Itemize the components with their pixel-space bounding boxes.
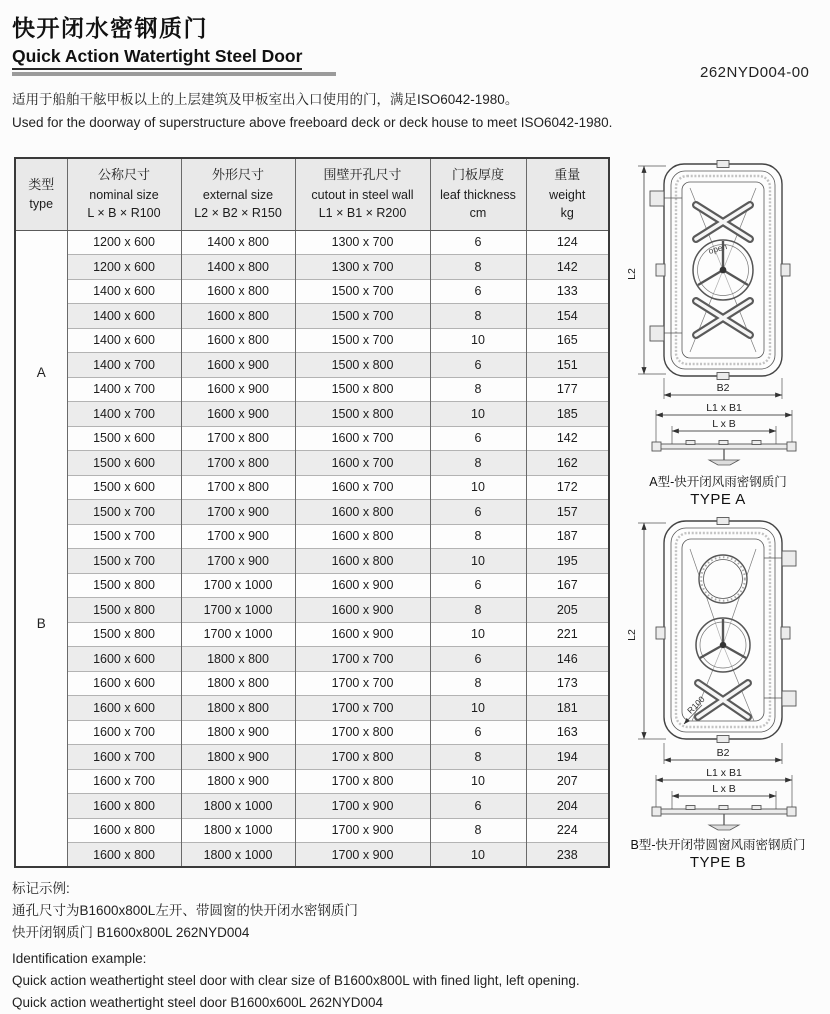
- open-label: open: [706, 241, 728, 256]
- table-row: [15, 671, 609, 696]
- table-row: [15, 573, 609, 598]
- table-cell: 6: [430, 279, 526, 304]
- table-cell: 1200 x 600: [67, 230, 181, 255]
- table-cell: 8: [430, 304, 526, 329]
- table-cell: 1700 x 800: [181, 426, 295, 451]
- table-row: [15, 647, 609, 672]
- table-cell: 151: [526, 353, 609, 378]
- table-row: [15, 353, 609, 378]
- table-row: [15, 451, 609, 476]
- table-cell: 8: [430, 818, 526, 843]
- table-cell: 1700 x 800: [295, 769, 430, 794]
- spec-table-body: [15, 230, 609, 867]
- dim-l1b1-label-b: L1 x B1: [705, 767, 742, 779]
- col-type-zh: 类型: [28, 176, 55, 192]
- table-cell: 1500 x 700: [295, 279, 430, 304]
- table-cell: 1600 x 900: [181, 377, 295, 402]
- dim-l1b1-label-a: L1 x B1: [705, 402, 742, 414]
- table-cell: 1500 x 600: [67, 451, 181, 476]
- footer-label-en: Identification example:: [12, 951, 147, 966]
- table-cell: 1600 x 700: [67, 769, 181, 794]
- table-cell: 1700 x 900: [295, 818, 430, 843]
- table-cell: 1700 x 800: [181, 475, 295, 500]
- table-row: [15, 230, 609, 255]
- col-nominal-en: nominal size: [89, 187, 159, 202]
- table-cell: 1500 x 700: [67, 500, 181, 525]
- table-cell: 1600 x 800: [67, 818, 181, 843]
- col-external-zh: 外形尺寸: [211, 167, 264, 183]
- table-cell: 1600 x 800: [295, 524, 430, 549]
- table-cell: 181: [526, 696, 609, 721]
- page-title-en: Quick Action Watertight Steel Door: [12, 46, 302, 70]
- table-row: [15, 475, 609, 500]
- table-cell: 1600 x 600: [67, 696, 181, 721]
- table-cell: 172: [526, 475, 609, 500]
- table-row: [15, 255, 609, 280]
- table-cell: 165: [526, 328, 609, 353]
- table-cell: 204: [526, 794, 609, 819]
- table-cell: 1500 x 800: [295, 402, 430, 427]
- table-cell: 1700 x 800: [181, 451, 295, 476]
- type-a-caption-zh: A型-快开闭风雨密钢质门: [649, 475, 787, 489]
- table-cell: 142: [526, 426, 609, 451]
- table-cell: 1500 x 700: [67, 524, 181, 549]
- table-cell: 1400 x 700: [67, 353, 181, 378]
- table-cell: 1600 x 900: [181, 353, 295, 378]
- col-thickness-sub: cm: [469, 206, 487, 221]
- table-cell: 1600 x 600: [67, 671, 181, 696]
- table-cell: 1600 x 700: [295, 475, 430, 500]
- table-row: [15, 720, 609, 745]
- table-cell: 173: [526, 671, 609, 696]
- col-type-en: type: [29, 196, 54, 211]
- table-cell: 8: [430, 524, 526, 549]
- table-cell: 1500 x 800: [67, 573, 181, 598]
- footer-label-zh: 标记示例:: [12, 881, 70, 896]
- table-cell: 1700 x 900: [295, 794, 430, 819]
- table-cell: 1600 x 600: [67, 647, 181, 672]
- table-cell: 1600 x 900: [295, 573, 430, 598]
- table-cell: 1600 x 900: [295, 598, 430, 623]
- table-cell: 10: [430, 402, 526, 427]
- footer-line1-zh: 通孔尺寸为B1600x800L左开、带圆窗的快开闭水密钢质门: [12, 903, 358, 918]
- table-row: [15, 696, 609, 721]
- col-cutout-sub: L1 × B1 × R200: [318, 206, 407, 221]
- table-cell: 221: [526, 622, 609, 647]
- col-external-en: external size: [202, 187, 274, 202]
- table-cell: 1700 x 700: [295, 647, 430, 672]
- table-cell: 1800 x 800: [181, 696, 295, 721]
- table-cell: 1700 x 1000: [181, 598, 295, 623]
- table-cell: 1800 x 1000: [181, 818, 295, 843]
- col-cutout-en: cutout in steel wall: [311, 187, 414, 202]
- page-title-zh: 快开闭水密钢质门: [12, 15, 208, 41]
- table-cell: 1600 x 700: [295, 426, 430, 451]
- dim-b2-label-a: B2: [716, 382, 729, 394]
- table-cell: 1600 x 800: [295, 500, 430, 525]
- table-cell: 195: [526, 549, 609, 574]
- table-cell: 1300 x 700: [295, 255, 430, 280]
- table-cell: 1300 x 700: [295, 230, 430, 255]
- table-cell: 1400 x 600: [67, 279, 181, 304]
- col-weight-sub: kg: [560, 206, 574, 221]
- table-cell: 1700 x 900: [181, 500, 295, 525]
- table-cell: 8: [430, 451, 526, 476]
- table-cell: 207: [526, 769, 609, 794]
- table-cell: 1600 x 800: [181, 328, 295, 353]
- table-cell: 8: [430, 255, 526, 280]
- table-cell: 1700 x 700: [295, 671, 430, 696]
- table-cell: 1700 x 1000: [181, 622, 295, 647]
- table-cell: 177: [526, 377, 609, 402]
- radius-r100-label: R100: [684, 694, 707, 716]
- table-row: [15, 818, 609, 843]
- table-cell: 1800 x 800: [181, 647, 295, 672]
- table-cell: 6: [430, 230, 526, 255]
- table-cell: 6: [430, 647, 526, 672]
- col-header-leaf-thickness: [430, 158, 526, 230]
- table-cell: 133: [526, 279, 609, 304]
- porthole-window: [699, 555, 747, 603]
- table-cell: 157: [526, 500, 609, 525]
- table-cell: 187: [526, 524, 609, 549]
- table-cell: 1500 x 700: [295, 328, 430, 353]
- col-thickness-zh: 门板厚度: [451, 167, 504, 183]
- table-cell: 1400 x 800: [181, 230, 295, 255]
- table-cell: 154: [526, 304, 609, 329]
- table-row: [15, 549, 609, 574]
- col-cutout-zh: 围壁开孔尺寸: [323, 167, 402, 183]
- table-cell: 1600 x 900: [181, 402, 295, 427]
- col-header-weight: [526, 158, 609, 230]
- type-b-door-drawing: [616, 515, 821, 833]
- table-cell: 1800 x 1000: [181, 843, 295, 868]
- col-header-nominal-size: [67, 158, 181, 230]
- type-b-caption-zh: B型-快开闭带圆窗风雨密钢质门: [630, 838, 806, 852]
- table-cell: 1400 x 700: [67, 377, 181, 402]
- title-double-rule: [12, 72, 336, 76]
- footer-line2-en: Quick action weathertight steel door B1600x600L 262NYD004: [12, 995, 383, 1010]
- table-row: [15, 328, 609, 353]
- table-row: [15, 500, 609, 525]
- type-b-caption-en: TYPE B: [689, 854, 747, 871]
- table-cell: 1600 x 800: [181, 304, 295, 329]
- type-a-label: A: [36, 365, 46, 381]
- table-cell: 1600 x 700: [67, 720, 181, 745]
- table-row: [15, 745, 609, 770]
- col-external-sub: L2 × B2 × R150: [194, 206, 282, 221]
- table-cell: 1600 x 700: [295, 451, 430, 476]
- table-cell: 6: [430, 353, 526, 378]
- table-row: [15, 402, 609, 427]
- table-cell: 6: [430, 426, 526, 451]
- description-zh: 适用于船舶干舷甲板以上的上层建筑及甲板室出入口使用的门，满足ISO6042-1980。: [12, 92, 519, 107]
- table-cell: 1700 x 700: [295, 696, 430, 721]
- table-row: [15, 843, 609, 868]
- col-header-type: [15, 158, 67, 230]
- table-cell: 8: [430, 671, 526, 696]
- table-cell: 205: [526, 598, 609, 623]
- table-cell: 6: [430, 794, 526, 819]
- type-column-cell: [15, 230, 67, 867]
- type-b-label: B: [36, 616, 46, 632]
- dim-lb-label-b: L x B: [711, 783, 736, 795]
- table-cell: 1500 x 600: [67, 426, 181, 451]
- footer-line2-zh: 快开闭钢质门 B1600x800L 262NYD004: [12, 925, 250, 940]
- table-row: [15, 524, 609, 549]
- table-row: [15, 769, 609, 794]
- col-header-cutout: [295, 158, 430, 230]
- table-cell: 1800 x 1000: [181, 794, 295, 819]
- drawings-panel: [610, 158, 826, 871]
- table-cell: 1600 x 800: [67, 843, 181, 868]
- footer-line1-en: Quick action weathertight steel door with clear size of B1600x800L with fined light, left opening.: [12, 973, 580, 988]
- table-cell: 1600 x 800: [295, 549, 430, 574]
- table-cell: 146: [526, 647, 609, 672]
- table-cell: 224: [526, 818, 609, 843]
- table-cell: 6: [430, 500, 526, 525]
- table-row: [15, 598, 609, 623]
- table-cell: 1600 x 900: [295, 622, 430, 647]
- table-cell: 1800 x 800: [181, 671, 295, 696]
- table-cell: 1600 x 700: [67, 745, 181, 770]
- table-cell: 1500 x 700: [295, 304, 430, 329]
- table-cell: 167: [526, 573, 609, 598]
- table-row: [15, 426, 609, 451]
- type-a-door-drawing: [616, 158, 821, 470]
- dim-l2-label-a: L2: [625, 268, 638, 280]
- table-cell: 6: [430, 573, 526, 598]
- identification-example: [12, 878, 580, 1014]
- table-cell: 1500 x 800: [295, 353, 430, 378]
- table-cell: 163: [526, 720, 609, 745]
- page-header: [12, 10, 818, 130]
- table-cell: 1500 x 800: [67, 622, 181, 647]
- table-cell: 10: [430, 622, 526, 647]
- doc-number: 262NYD004-00: [700, 64, 810, 81]
- table-row: [15, 794, 609, 819]
- table-row: [15, 377, 609, 402]
- dim-lb-label-a: L x B: [711, 418, 736, 430]
- table-cell: 10: [430, 475, 526, 500]
- type-a-caption-en: TYPE A: [690, 491, 746, 508]
- table-cell: 1700 x 1000: [181, 573, 295, 598]
- table-cell: 1700 x 900: [295, 843, 430, 868]
- table-cell: 8: [430, 377, 526, 402]
- table-cell: 1500 x 800: [295, 377, 430, 402]
- table-cell: 1400 x 600: [67, 328, 181, 353]
- col-weight-zh: 重量: [554, 167, 581, 183]
- table-cell: 8: [430, 745, 526, 770]
- table-row: [15, 622, 609, 647]
- table-cell: 1700 x 800: [295, 720, 430, 745]
- table-cell: 1800 x 900: [181, 720, 295, 745]
- table-cell: 1700 x 900: [181, 549, 295, 574]
- table-cell: 1400 x 700: [67, 402, 181, 427]
- spec-table-header: [15, 158, 609, 230]
- table-cell: 162: [526, 451, 609, 476]
- dim-l2-label-b: L2: [625, 629, 638, 641]
- spec-table: [14, 157, 610, 868]
- dim-b2-label-b: B2: [716, 747, 729, 759]
- col-weight-en: weight: [549, 187, 586, 202]
- col-nominal-sub: L × B × R100: [87, 206, 161, 221]
- table-row: [15, 304, 609, 329]
- table-cell: 142: [526, 255, 609, 280]
- table-cell: 1500 x 600: [67, 475, 181, 500]
- table-cell: 10: [430, 549, 526, 574]
- table-cell: 124: [526, 230, 609, 255]
- col-header-external-size: [181, 158, 295, 230]
- col-nominal-zh: 公称尺寸: [97, 167, 150, 183]
- table-cell: 10: [430, 843, 526, 868]
- table-row: [15, 279, 609, 304]
- table-cell: 1800 x 900: [181, 769, 295, 794]
- table-cell: 1600 x 800: [181, 279, 295, 304]
- table-cell: 1200 x 600: [67, 255, 181, 280]
- table-cell: 6: [430, 720, 526, 745]
- table-cell: 10: [430, 328, 526, 353]
- col-thickness-en: leaf thickness: [440, 187, 516, 202]
- table-cell: 1700 x 800: [295, 745, 430, 770]
- table-cell: 10: [430, 696, 526, 721]
- table-cell: 8: [430, 598, 526, 623]
- table-cell: 1500 x 800: [67, 598, 181, 623]
- table-cell: 185: [526, 402, 609, 427]
- table-cell: 1800 x 900: [181, 745, 295, 770]
- table-cell: 238: [526, 843, 609, 868]
- table-cell: 1400 x 800: [181, 255, 295, 280]
- table-cell: 10: [430, 769, 526, 794]
- description-en: Used for the doorway of superstructure above freeboard deck or deck house to meet ISO6042-1980.: [12, 115, 613, 130]
- table-cell: 1400 x 600: [67, 304, 181, 329]
- table-cell: 194: [526, 745, 609, 770]
- table-cell: 1700 x 900: [181, 524, 295, 549]
- table-cell: 1600 x 800: [67, 794, 181, 819]
- table-cell: 1500 x 700: [67, 549, 181, 574]
